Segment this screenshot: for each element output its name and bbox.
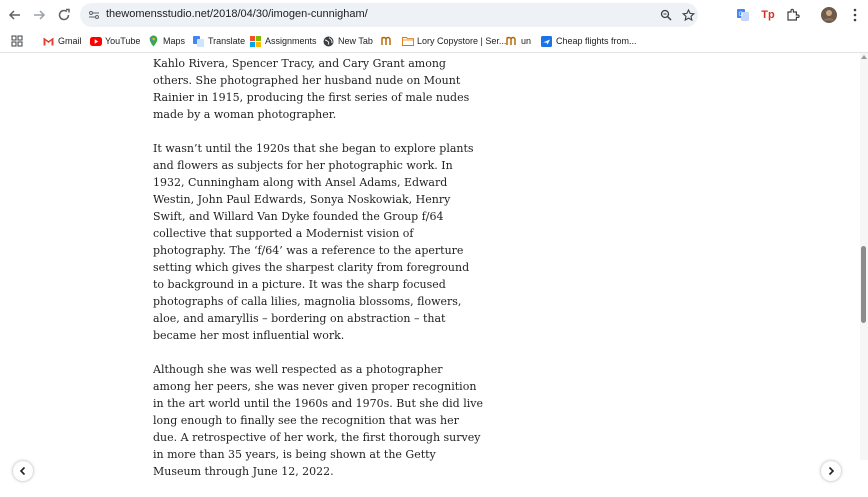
menu-kebab-icon[interactable] [846, 6, 864, 24]
apps-grid-button[interactable] [11, 33, 23, 49]
svg-text:G: G [738, 12, 744, 18]
apps-grid-icon [11, 35, 23, 47]
assignments-icon [250, 36, 261, 47]
tp-label: Tp [761, 9, 775, 21]
bookmark-translate[interactable] [193, 33, 245, 49]
bookmark-assignments[interactable] [250, 33, 317, 49]
reload-button[interactable] [54, 5, 74, 25]
maps-icon [148, 36, 159, 47]
url-text[interactable]: thewomensstudio.net/2018/04/30/imogen-cunnigham/ [106, 8, 368, 20]
bookmark-label: Maps [163, 36, 186, 46]
bookmark-cheap-flights[interactable] [541, 33, 637, 49]
bookmark-label: Lory Copystore | Ser... [417, 36, 507, 46]
browser-toolbar [0, 0, 868, 30]
translate-icon [193, 36, 204, 47]
tp-extension-icon[interactable] [759, 6, 777, 24]
back-button[interactable] [5, 5, 25, 25]
bookmark-m-icon [506, 36, 517, 47]
extensions-puzzle-icon[interactable] [784, 6, 802, 24]
bookmark-label: New Tab [338, 36, 373, 46]
bookmark-m[interactable] [381, 33, 396, 49]
bookmark-label: YouTube [105, 36, 141, 46]
profile-avatar[interactable] [820, 6, 838, 24]
translate-extension-icon[interactable] [734, 6, 752, 24]
forward-arrow-icon [32, 8, 46, 22]
bookmark-maps[interactable] [148, 33, 185, 49]
youtube-icon [90, 36, 101, 47]
next-post-button[interactable] [821, 461, 841, 481]
bookmark-star-icon[interactable] [680, 7, 696, 23]
bookmarks-bar [0, 30, 868, 53]
article-paragraph: It wasn’t until the 1920s that she began to explore plants and flowers as subjects for her photographic work. In 1932, Cunningham along with Ansel Adams, Edward Westin, John Paul Edwards, Sonya Noskowiak, Henry Swift, and Willard Van Dyke founded the Group f/64 collective that supported a Modernist vision of photography. The ‘f/64’ was a reference to the aperture setting which gives the sharpest clarity from foreground to background in a picture. It was the sharp focused photographs of calla lilies, magnolia blossoms, flowers, aloe, and amaryllis – bordering on abstraction – that became her most influential work. [153, 142, 474, 342]
zoom-icon[interactable] [658, 7, 674, 23]
bookmark-un[interactable] [506, 33, 531, 49]
forward-button[interactable] [29, 5, 49, 25]
article-paragraph: Kahlo Rivera, Spencer Tracy, and Cary Grant among others. She photographed her husband nude on Mount Rainier in 1915, producing the first series of male nudes made by a woman photographer. [153, 57, 470, 121]
back-arrow-icon [8, 8, 22, 22]
folder-icon [402, 36, 413, 47]
site-info-icon[interactable] [86, 7, 102, 23]
bookmark-label: un [521, 36, 532, 46]
previous-post-button[interactable] [13, 461, 33, 481]
bookmark-label: Gmail [58, 36, 82, 46]
gmail-icon [43, 36, 54, 47]
page-content [0, 53, 868, 478]
bookmark-label: Assignments [265, 36, 317, 46]
address-bar[interactable] [80, 3, 698, 27]
bookmark-lory-copystore[interactable] [402, 33, 506, 49]
article-paragraph: Although she was well respected as a photographer among her peers, she was never given proper recognition in the art world until the 1960s and 1970s. But she did live long enough to finally see the recognition that was her due. A retrospective of her work, the first thorough survey in more than 35 years, is being shown at the Getty Museum through June 12, 2022. [153, 363, 483, 478]
chevron-left-icon [18, 466, 28, 476]
bookmark-label: Translate [208, 36, 246, 46]
reload-icon [57, 8, 71, 22]
article-body [153, 55, 483, 497]
scroll-up-arrow-icon[interactable] [861, 55, 867, 59]
chevron-right-icon [826, 466, 836, 476]
globe-icon [323, 36, 334, 47]
vertical-scrollbar[interactable] [860, 53, 868, 460]
bookmark-label: Cheap flights from... [556, 36, 637, 46]
bookmark-youtube[interactable] [90, 33, 140, 49]
bookmark-m-icon [381, 36, 392, 47]
flights-icon [541, 36, 552, 47]
bookmark-gmail[interactable] [43, 33, 82, 49]
scrollbar-thumb[interactable] [861, 246, 866, 323]
bookmark-new-tab[interactable] [323, 33, 373, 49]
